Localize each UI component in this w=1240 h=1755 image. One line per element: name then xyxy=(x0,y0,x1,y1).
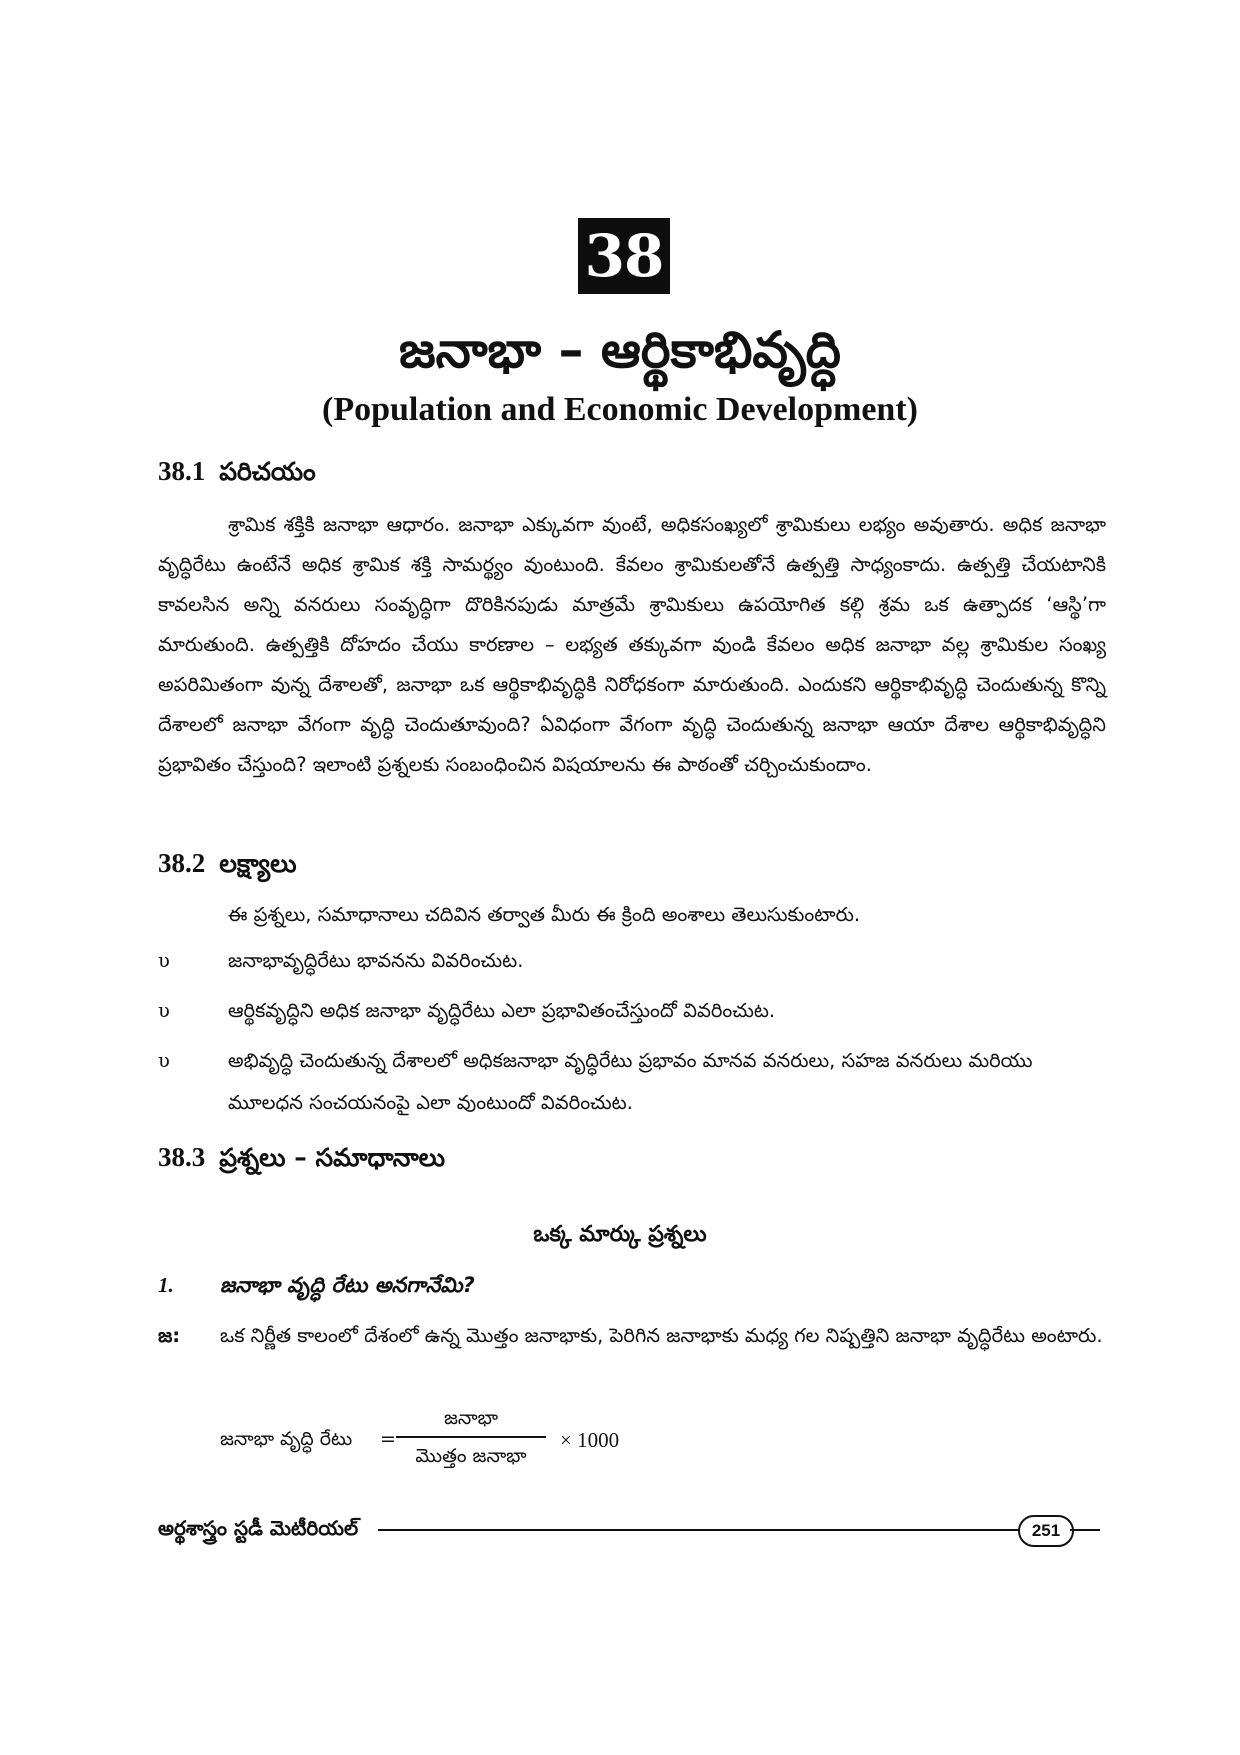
formula-lhs: జనాభా వృద్ధి రేటు xyxy=(220,1428,353,1450)
objective-text: ఆర్థికవృద్ధిని అధిక జనాభా వృద్ధిరేటు ఎలా ప్రభావితంచేస్తుందో వివరించుట. xyxy=(228,999,776,1022)
section-number: 38.1 xyxy=(158,456,206,486)
bullet-mark: υ xyxy=(158,999,170,1022)
section-number: 38.2 xyxy=(158,848,206,878)
answer-mark: జ: xyxy=(158,1324,181,1347)
chapter-title-telugu: జనాభా – ఆర్థికాభివృద్ధి xyxy=(399,321,841,379)
objective-text: అభివృద్ధి చెందుతున్న దేశాలలో అధికజనాభా వృద్ధిరేటు ప్రభావం మానవ వనరులు, సహజ వనరులు మరియు మూలధన సంచయనంపై ఎలా వుంటుందో వివరించుట. xyxy=(228,1049,1033,1114)
introduction-paragraph: శ్రామిక శక్తికి జనాభా ఆధారం. జనాభా ఎక్కువగా వుంటే, అధికసంఖ్యలో శ్రామికులు లభ్యం అవుతారు. అధిక జనాభా వృద్ధిరేటు ఉంటేనే అధిక శ్రామిక శక్తి సామర్థ్యం వుంటుంది. కేవలం శ్రామికులతోనే ఉత్పత్తి సాధ్యంకాదు. ఉత్పత్తి చేయటానికి కావలసిన అన్ని వనరులు సంవృద్ధిగా దొరికినపుడు మాత్రమే శ్రామికులు ఉపయోగిత కల్గి శ్రమ ఒక ఉత్పాదక ‘ఆస్థి’గా మారుతుంది. ఉత్పత్తికి దోహదం చేయు కారణాల – లభ్యత తక్కువగా వుండి కేవలం అధిక జనాభా వల్ల శ్రామికుల సంఖ్య అపరిమితంగా వున్న దేశాలతో, జనాభా ఒక ఆర్థికాభివృద్ధికి నిరోధకంగా మారుతుంది. ఎందుకని ఆర్థికాభివృద్ధి చెందుతున్న కొన్ని దేశాలలో జనాభా వేగంగా వృద్ధి చెందుతూవుంది? ఏవిధంగా వేగంగా వృద్ధి చెందుతున్న జనాభా ఆయా దేశాల ఆర్థికాభివృద్ధిని ప్రభావితం చేస్తుంది? ఇలాంటి ప్రశ్నలకు సంబంధించిన విషయాలను ఈ పాఠంతో చర్చించుకుందాం. xyxy=(158,513,1106,776)
footer-rule-end xyxy=(1070,1529,1100,1531)
bullet-mark: υ xyxy=(158,1049,170,1072)
answer xyxy=(158,1315,1106,1357)
question xyxy=(158,1268,475,1302)
footer-book-title: అర్థశాస్త్రం స్టడీ మెటీరియల్ xyxy=(158,1516,359,1540)
objectives-intro: ఈ ప్రశ్నలు, సమాధానాలు చదివిన తర్వాత మీరు ఈ క్రింది అంశాలు తెలుసుకుంటారు. xyxy=(228,903,861,926)
formula-equals: = xyxy=(380,1428,396,1450)
section-number: 38.3 xyxy=(158,1142,206,1172)
section-title: పరిచయం xyxy=(219,457,316,486)
formula-denominator: మొత్తం జనాభా xyxy=(415,1445,527,1467)
page-number: 251 xyxy=(1018,1515,1074,1547)
objective-item xyxy=(158,1040,1106,1124)
objective-text: జనాభావృద్ధిరేటు భావనను వివరించుట. xyxy=(228,949,524,972)
section-heading-objectives xyxy=(158,846,296,881)
one-mark-questions-heading: ఒక్క మార్కు ప్రశ్నలు xyxy=(533,1222,707,1247)
objective-item xyxy=(158,990,1106,1032)
section-heading-qa xyxy=(158,1140,445,1175)
formula-fraction xyxy=(396,1402,546,1472)
section-title: ప్రశ్నలు – సమాధానాలు xyxy=(219,1143,446,1172)
bullet-mark: υ xyxy=(158,949,170,972)
question-text: జనాభా వృద్ధి రేటు అనగానేమి? xyxy=(220,1273,475,1297)
fraction-bar xyxy=(396,1436,546,1438)
section-title: లక్ష్యాలు xyxy=(219,849,297,878)
chapter-number-badge: 38 xyxy=(578,218,670,294)
section-heading-introduction xyxy=(158,454,316,489)
question-number: 1. xyxy=(158,1273,174,1297)
answer-text: ఒక నిర్ణీత కాలంలో దేశంలో ఉన్న మొత్తం జనాభాకు, పెరిగిన జనాభాకు మధ్య గల నిష్పత్తిని జనాభా వృద్ధిరేటు అంటారు. xyxy=(220,1324,1103,1347)
formula-multiplier: × 1000 xyxy=(560,1428,620,1452)
formula-numerator: జనాభా xyxy=(444,1407,498,1429)
chapter-title-english: (Population and Economic Development) xyxy=(322,391,918,428)
objective-item xyxy=(158,940,1106,982)
footer-rule xyxy=(378,1529,1018,1531)
